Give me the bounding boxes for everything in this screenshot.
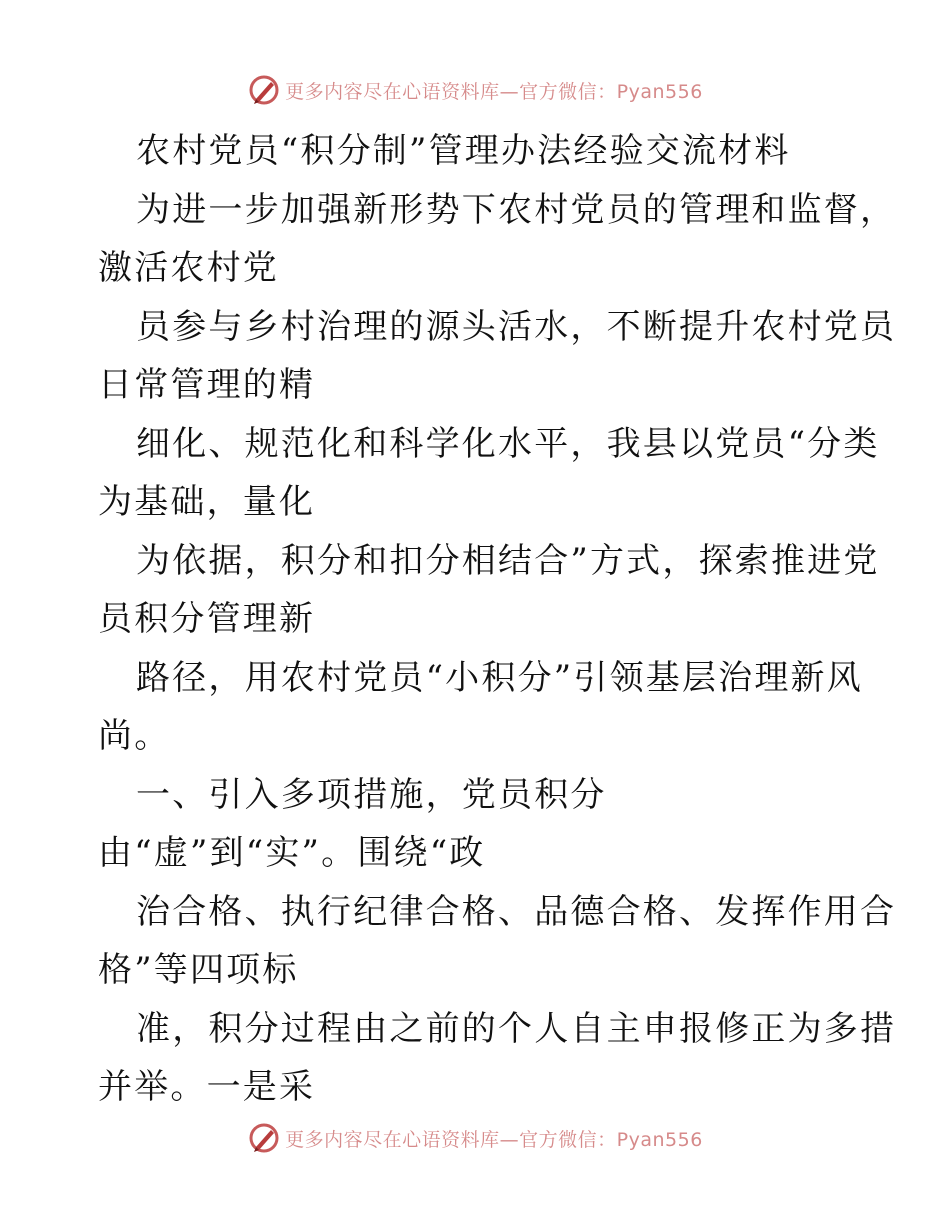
paragraph-line: 激活农村党 [98,248,279,288]
paragraph-line: 员参与乡村治理的源头活水，不断提升农村党员 [136,306,897,347]
paragraph-line: 为依据，积分和扣分相结合”方式，探索推进党 [136,540,880,581]
header-banner-text: 更多内容尽在心语资料库—官方微信：Pyan556 [285,80,703,103]
paragraph-line: 员积分管理新 [98,599,316,639]
pen-logo-icon [247,73,281,107]
footer-banner [0,1118,950,1158]
paragraph-line: 为进一步加强新形势下农村党员的管理和监督， [136,189,897,230]
header-banner [0,70,950,110]
paragraph-line: 并举。一是采 [98,1067,316,1107]
paragraph-line: 治合格、执行纪律合格、品德合格、发挥作用合 [136,891,897,932]
paragraph-line: 由“虚”到“实”。围绕“政 [98,833,486,873]
paragraph-line: 路径，用农村党员“小积分”引领基层治理新风 [136,657,863,698]
document-title: 农村党员“积分制”管理办法经验交流材料 [136,131,791,171]
document-body [98,122,897,1117]
paragraph-line: 为基础，量化 [98,482,316,522]
paragraph-line: 尚。 [98,716,171,756]
paragraph-line: 格”等四项标 [98,950,299,990]
pen-logo-icon [247,1121,281,1155]
paragraph-line: 细化、规范化和科学化水平，我县以党员“分类 [136,423,880,464]
footer-banner-text: 更多内容尽在心语资料库—官方微信：Pyan556 [285,1128,703,1151]
section-heading: 一、引入多项措施，党员积分 [136,774,607,815]
paragraph-line: 日常管理的精 [98,365,316,405]
paragraph-line: 准，积分过程由之前的个人自主申报修正为多措 [136,1008,897,1049]
